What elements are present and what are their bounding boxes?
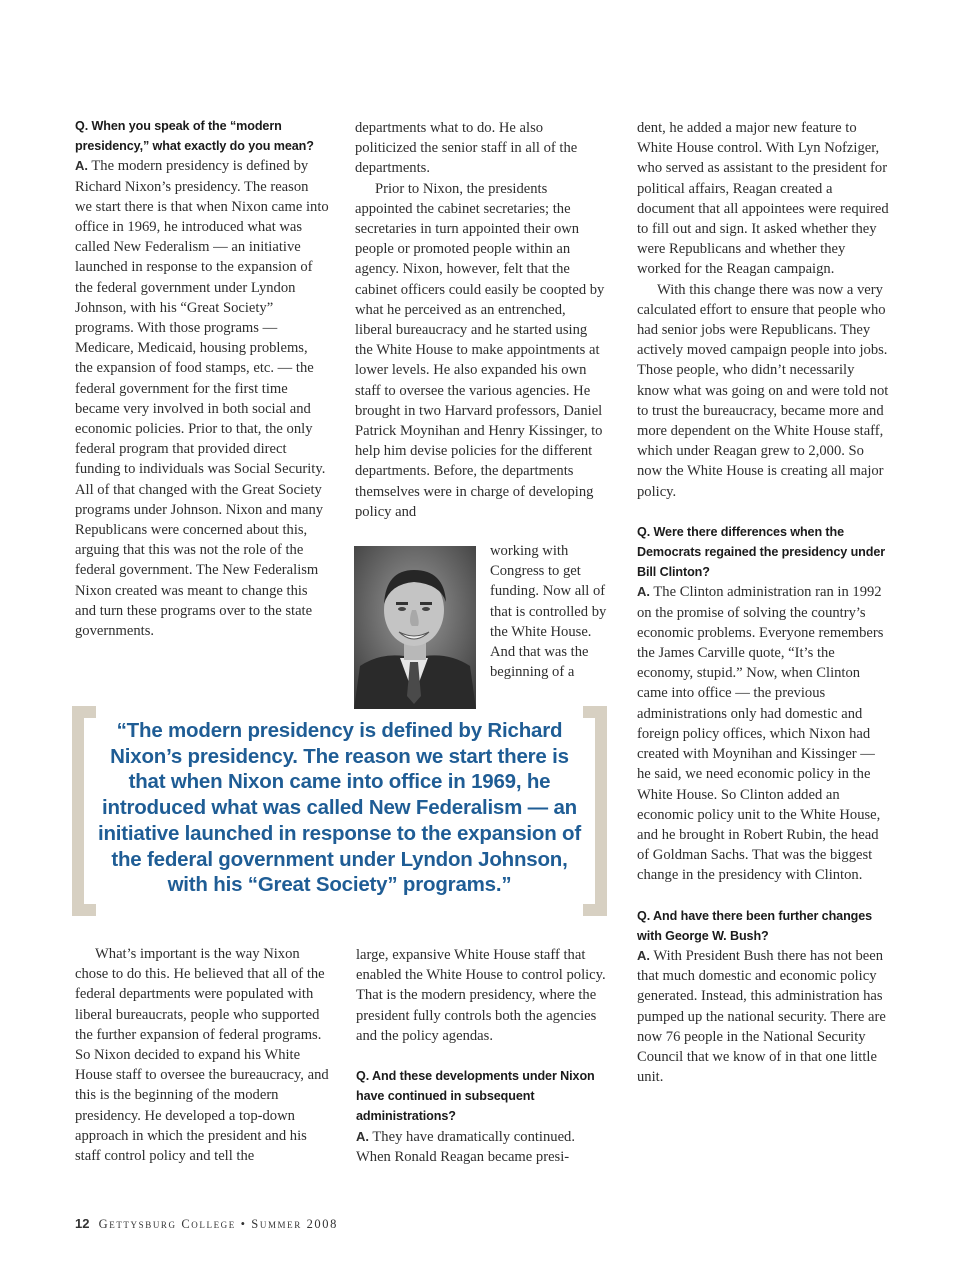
answer-text: They have dramatically continued. When Ronald Reagan became presi- bbox=[356, 1128, 575, 1165]
right-bracket-decoration bbox=[595, 706, 607, 916]
paragraph: departments what to do. He also politicized the senior staff in all of the departments. bbox=[355, 120, 578, 177]
column-2-bottom bbox=[356, 945, 606, 1167]
left-bracket-decoration bbox=[72, 706, 84, 916]
page-number: 12 bbox=[75, 1216, 90, 1231]
column-3 bbox=[637, 118, 889, 1087]
answer-label: A. bbox=[637, 947, 650, 963]
page-footer bbox=[75, 1216, 338, 1232]
column-2-wrap-text bbox=[490, 541, 608, 682]
paragraph: working with Congress to get funding. Now all of that is controlled by the White House. And that was the beginning of a bbox=[490, 543, 607, 681]
pull-quote bbox=[72, 706, 607, 916]
answer-label: A. bbox=[75, 158, 88, 174]
paragraph: What’s important is the way Nixon chose to do this. He believed that all of the federal departments were populated with liberal bureaucrats, people who supported the further expansion of federal programs. So Nixon decided to expand his White House staff to oversee the bureaucracy, and this is the beginning of the modern presidency. He developed a top-down approach in which the president and his staff control policy and tell the bbox=[75, 946, 329, 1165]
answer-subsequent-administrations bbox=[356, 1127, 606, 1167]
publication-name: Gettysburg College • Summer 2008 bbox=[98, 1217, 338, 1231]
answer-bush bbox=[637, 946, 889, 1087]
answer-label: A. bbox=[356, 1128, 369, 1144]
answer-text: With President Bush there has not been that much domestic and economic policy generated. Instead, this administration has pumped up the national security. There are now 76 people in the National Security Council that we know of in that one little unit. bbox=[637, 947, 886, 1086]
column-1-top bbox=[75, 116, 329, 641]
answer-text: The Clinton administration ran in 1992 on the promise of solving the country’s economic problems. Everyone remembers the James Carville quote, “It’s the economy, stupid.” Now, when Clinton came into office — the previous administrations only had domestic and foreign policy offices, which Nixon had created with Moynihan and Kissinger — he said, we need economic policy in the White House. So Clinton added an economic policy unit to the White House, and he brought in Robert Rubin, the head of Goldman Sachs. That was the biggest change in the presidency with Clinton. bbox=[637, 584, 884, 884]
question-modern-presidency: Q. When you speak of the “modern presidency,” what exactly do you mean? bbox=[75, 119, 314, 154]
question-bush: Q. And have there been further changes with George W. Bush? bbox=[637, 908, 873, 943]
paragraph: dent, he added a major new feature to White House control. With Lyn Nofziger, who served as assistant to the president for political affairs, Reagan created a document that all appointees were required to fill out and sign. It asked whether they were Republicans and whether they worked for the Reagan campaign. bbox=[637, 120, 889, 278]
answer-clinton bbox=[637, 582, 889, 885]
question-subsequent-administrations: Q. And these developments under Nixon have continued in subsequent administrations? bbox=[356, 1069, 595, 1124]
column-1-bottom bbox=[75, 944, 329, 1166]
answer-modern-presidency bbox=[75, 156, 329, 641]
answer-label: A. bbox=[637, 584, 650, 600]
paragraph: large, expansive White House staff that enabled the White House to control policy. That is the modern presidency, where the president fully controls both the agencies and the policy agendas. bbox=[356, 947, 606, 1044]
question-clinton: Q. Were there differences when the Democrats regained the presidency under Bill Clinton? bbox=[637, 524, 886, 580]
answer-text: The modern presidency is defined by Richard Nixon’s presidency. The reason we start there is that when Nixon came into office in 1969, he introduced what was called New Federalism — an initiative launched in response to the expansion of the federal government under Lyndon Johnson, with his “Great Society” programs. With those programs — Medicare, Medicaid, housing problems, the expansion of food stamps, etc. — the federal government for the first time became very involved in both social and economic policies. Prior to that, the only federal program that provided direct funding to individuals was Social Security. All of that changed with the Great Society programs under Johnson. Nixon and many Republicans were concerned about this, arguing that this was not the role of the federal government. The New Federalism Nixon created was meant to change this and turn these programs over to the state governments. bbox=[75, 158, 329, 640]
paragraph: Prior to Nixon, the presidents appointed the cabinet secretaries; the secretaries in turn appointed their own people or promoted people within an agency. Nixon, however, felt that the cabinet officers could easily be coopted by what he perceived as an entrenched, liberal bureaucracy and he started using the White House to make appointments at lower levels. He also expanded his own staff to oversee the various agencies. He brought in two Harvard professors, Daniel Patrick Moynihan and Henry Kissinger, to help him devise policies for the different departments. Before, the departments themselves were in charge of developing policy and bbox=[355, 180, 605, 520]
column-2-top bbox=[355, 118, 605, 522]
nixon-photo bbox=[354, 546, 476, 709]
paragraph: With this change there was now a very calculated effort to ensure that people who had senior jobs were Republicans. They actively moved campaign people into jobs. Those people, who didn’t necessarily know what was going on and were told not to trust the bureaucracy, became more and more dependent on the White House staff, which under Reagan grew to 2,000. So now the White House is creating all major policy. bbox=[637, 281, 889, 500]
pull-quote-text: “The modern presidency is defined by Richard Nixon’s presidency. The reason we start there is that when Nixon came into office in 1969, he introduced what was called New Federalism — an initiative launched in response to the expansion of the federal government under Lyndon Johnson, with his “Great Society” programs.” bbox=[97, 719, 582, 897]
nixon-portrait-image bbox=[354, 546, 476, 709]
